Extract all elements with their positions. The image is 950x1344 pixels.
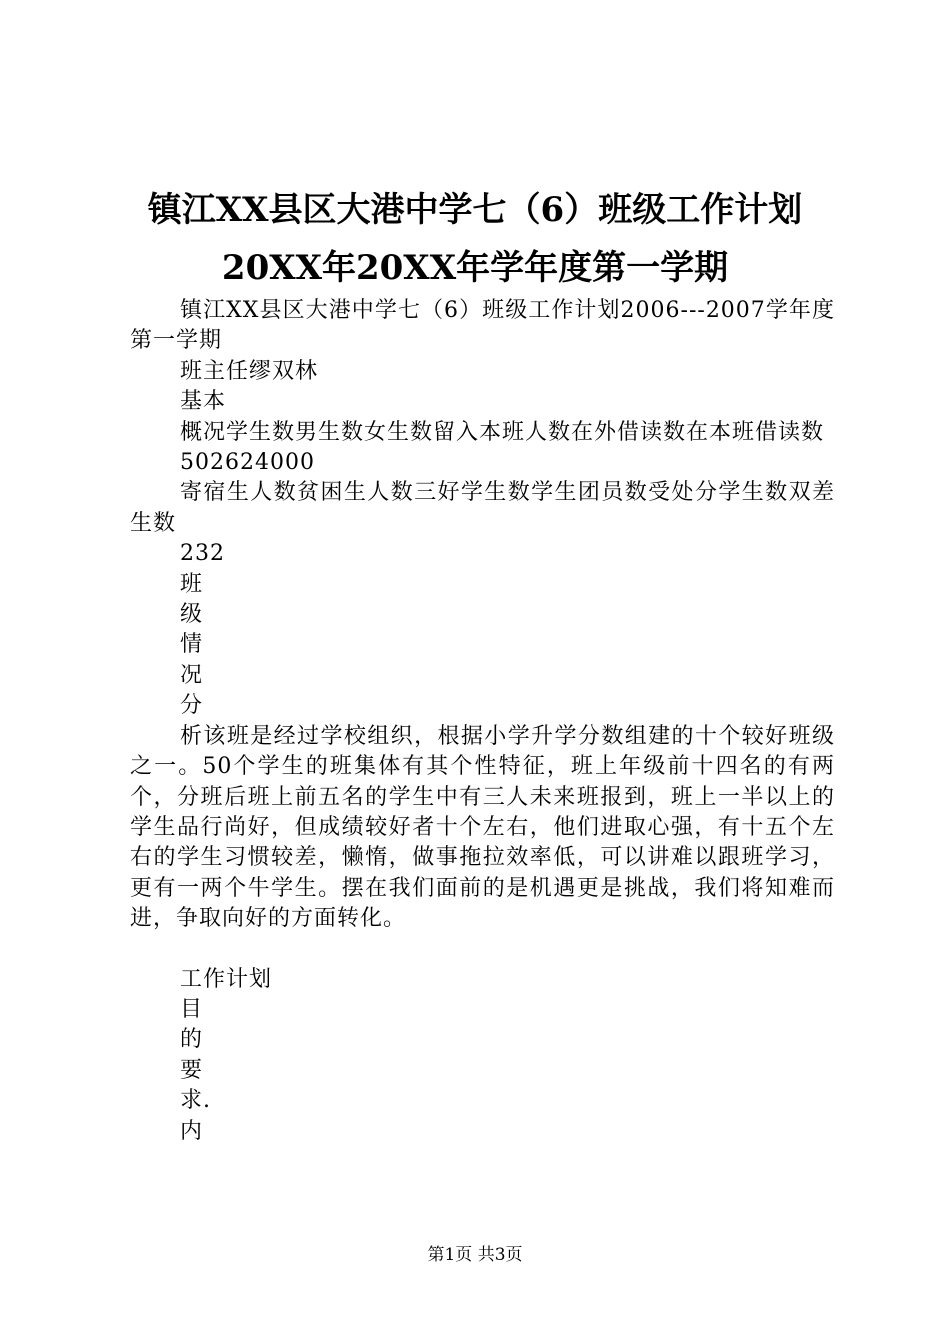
body-paragraph: 目 bbox=[180, 996, 204, 1022]
body-paragraph: 要 bbox=[180, 1057, 204, 1083]
body-paragraph: 分 bbox=[180, 693, 204, 719]
body-paragraph: 内 bbox=[180, 1118, 204, 1144]
document-body bbox=[130, 296, 835, 1147]
body-paragraph: 情 bbox=[180, 632, 204, 658]
body-paragraph: 工作计划 bbox=[180, 966, 273, 992]
body-paragraph: 寄宿生人数贫困生人数三好学生数学生团员数受处分学生数双差生数 bbox=[130, 480, 835, 536]
body-paragraph: 况 bbox=[180, 662, 204, 688]
body-paragraph: 232 bbox=[180, 541, 225, 567]
body-paragraph: 级 bbox=[180, 602, 204, 628]
body-paragraph: 求. bbox=[180, 1088, 211, 1114]
body-paragraph: 镇江XX县区大港中学七（6）班级工作计划2006---2007学年度第一学期 bbox=[130, 298, 835, 354]
body-paragraph: 析该班是经过学校组织，根据小学升学分数组建的十个较好班级之一。50个学生的班集体有其个性特征，班上年级前十四名的有两个，分班后班上前五名的学生中有三人未来班报到，班上一半以上的学生品行尚好，但成绩较好者十个左右，他们进取心强，有十五个左右的学生习惯较差，懒惰，做事拖拉效率低，可以讲难以跟班学习，更有一两个牛学生。摆在我们面前的是机遇更是挑战，我们将知难而进，争取向好的方面转化。 bbox=[130, 723, 835, 932]
body-paragraph: 班 bbox=[180, 571, 204, 597]
body-paragraph: 的 bbox=[180, 1027, 204, 1053]
body-paragraph: 概况学生数男生数女生数留入本班人数在外借读数在本班借读数 bbox=[180, 419, 825, 445]
body-paragraph: 基本 bbox=[180, 389, 227, 415]
document-subtitle: 20XX年20XX年学年度第一学期 bbox=[221, 248, 729, 288]
document-title: 镇江XX县区大港中学七（6）班级工作计划 bbox=[147, 190, 803, 230]
page-footer: 第1页 共3页 bbox=[427, 1245, 523, 1265]
body-paragraph: 班主任缪双林 bbox=[180, 358, 319, 384]
body-paragraph: 502624000 bbox=[180, 450, 315, 476]
